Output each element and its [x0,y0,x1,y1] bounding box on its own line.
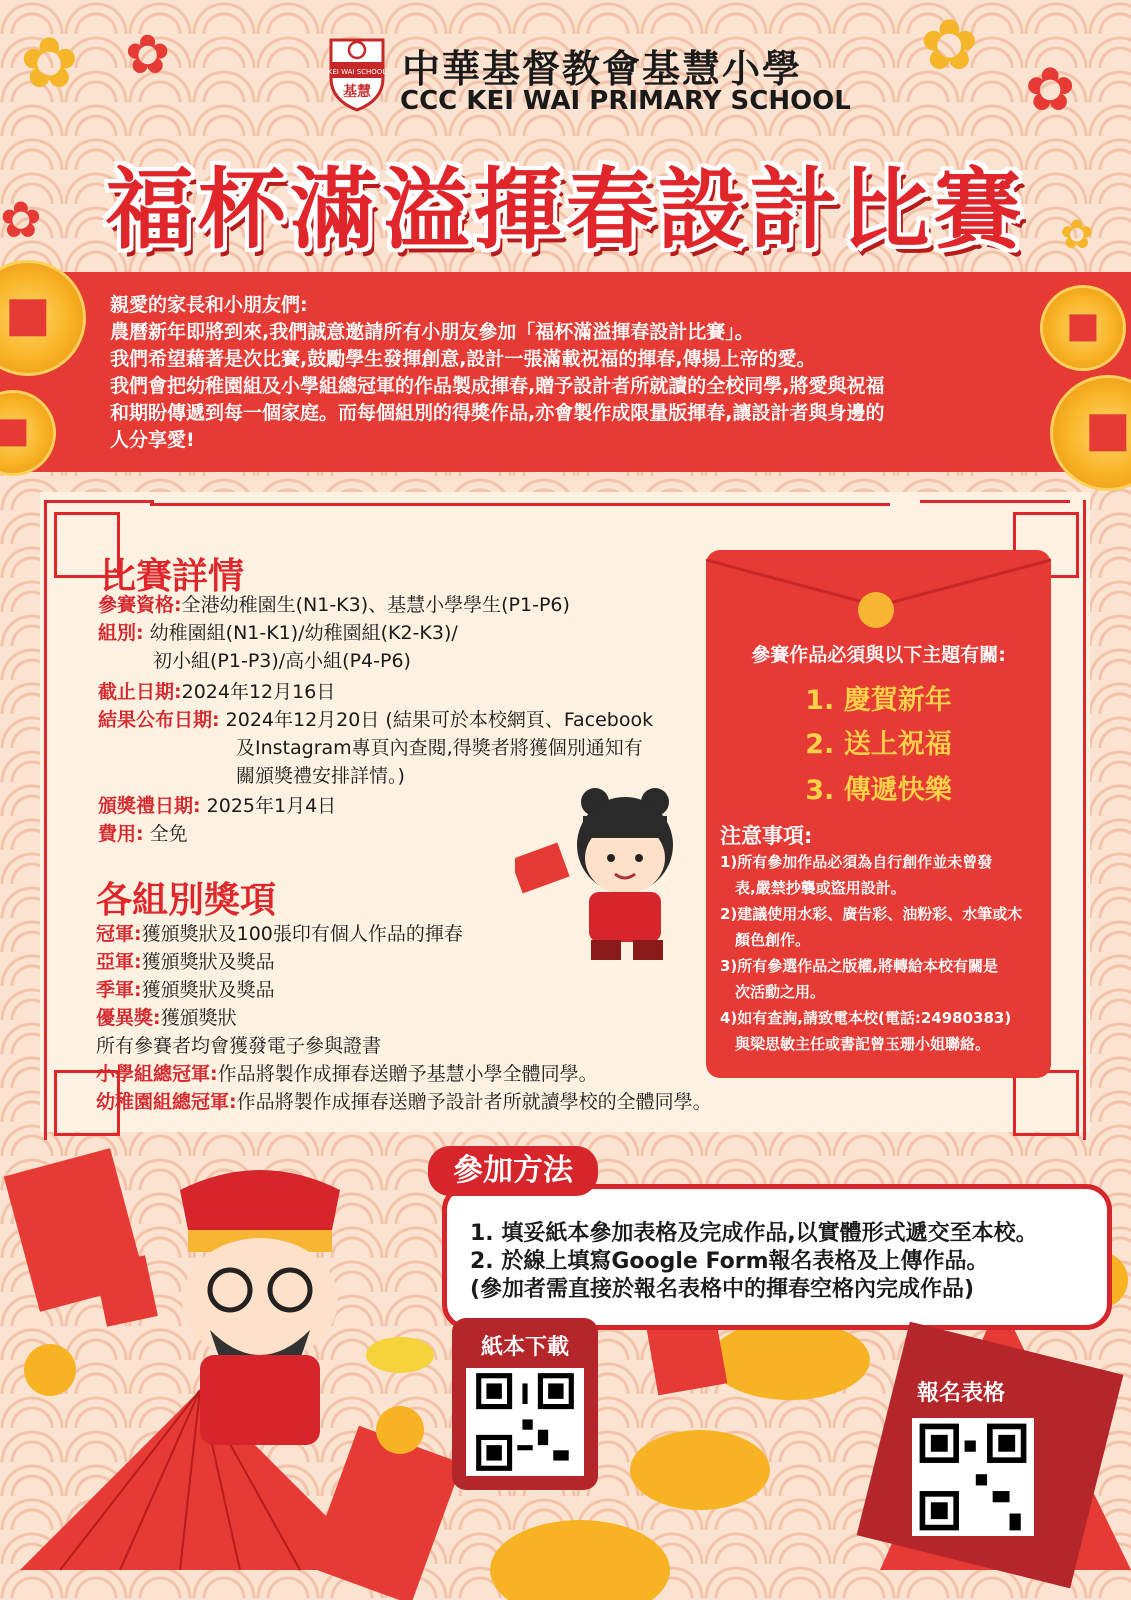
deadline-row [98,678,335,706]
flower-icon: ✿ [0,191,42,249]
result-value-2: 及Instagram專頁內查閱,得獎者將獲個別通知有 [236,737,643,759]
second-runner-value: 獲頒獎狀及獎品 [141,979,275,1001]
intro-line: 我們會把幼稚園組及小學組總冠軍的作品製成揮春,贈予設計者所就讀的全校同學,將愛與祝福 [110,375,885,397]
online-form-qr-code[interactable] [912,1418,1034,1536]
theme-item: 1. 慶賀新年 [805,685,952,716]
awards-title: 各組別獎項 [96,880,277,921]
note-line: 1)所有參加作品必須為自行創作並未曾發 [720,853,993,871]
online-form-caption: 報名表格 [916,1381,1005,1406]
qr-code-icon [912,1418,1034,1536]
kg-overall-row [96,1088,712,1116]
ceremony-label: 頒獎禮日期: [98,795,201,817]
groups-label: 組別: [98,622,144,644]
merit-label: 優異獎: [96,1007,161,1029]
merit-value: 獲頒獎狀 [160,1007,237,1029]
frame-line [920,500,1070,503]
primary-overall-value: 作品將製作成揮春送贈予基慧小學全體同學。 [217,1063,598,1085]
intro-line: 我們希望藉著是次比賽,鼓勵學生發揮創意,設計一張滿載祝福的揮春,傳揚上帝的愛。 [110,348,816,370]
frame-corner [1013,1070,1079,1136]
notes-title: 注意事項: [720,824,813,848]
envelope-seal-icon [858,592,894,628]
ceremony-value: 2025年1月4日 [206,795,337,817]
second-runner-label: 季軍: [96,979,142,1001]
second-runner-row [96,976,275,1004]
themes-heading: 參賽作品必須與以下主題有關: [751,644,1006,666]
note-line: 顏色創作。 [735,931,811,949]
note-line: 表,嚴禁抄襲或盜用設計。 [735,879,906,897]
merit-row [96,1004,237,1032]
result-label: 結果公布日期: [98,709,220,731]
participation-text: 所有參賽者均會獲發電子參與證書 [96,1035,382,1057]
primary-overall-label: 小學組總冠軍: [96,1063,218,1085]
fee-value: 全免 [149,823,188,845]
note-line: 2)建議使用水彩、廣告彩、油粉彩、水筆或木 [720,905,1023,923]
eligibility-label: 參賽資格: [98,594,182,616]
gold-coin-icon [1040,285,1126,371]
champion-value: 獲頒獎狀及100張印有個人作品的揮春 [141,923,463,945]
note-line: 3)所有參選作品之版權,將轉給本校有關是 [720,957,998,975]
details-title: 比賽詳情 [100,556,245,597]
eligibility-value: 全港幼稚園生(N1-K3)、基慧小學學生(P1-P6) [181,594,570,616]
girl-mascot-illustration [515,780,695,970]
groups-value: 幼稚園組(N1-K1)/幼稚園組(K2-K3)/ [149,622,458,644]
god-of-wealth-mascot [100,1150,440,1450]
school-name-cn: 中華基督教會基慧小學 [402,47,803,91]
intro-line: 農曆新年即將到來,我們誠意邀請所有小朋友參加「福杯滿溢揮春設計比賽」。 [110,321,754,343]
join-label: 參加方法 [428,1146,598,1196]
deadline-value: 2024年12月16日 [181,681,336,703]
join-step: 1. 填妥紙本參加表格及完成作品,以實體形式遞交至本校。 [470,1221,1038,1246]
theme-item: 3. 傳遞快樂 [805,775,952,806]
intro-line: 和期盼傳遞到每一個家庭。而每個組別的得獎作品,亦會製作成限量版揮春,讓設計者與身邊的 [110,402,885,424]
kg-overall-value: 作品將製作成揮春送贈予設計者所就讀學校的全體同學。 [236,1091,712,1113]
intro-line: 親愛的家長和小朋友們: [110,294,308,316]
qr-code-icon [466,1368,584,1476]
flower-icon: ✿ [20,22,79,104]
frame-line [44,500,154,503]
note-line: 次活動之用。 [735,983,826,1001]
primary-overall-row [96,1060,598,1088]
intro-text [110,292,1050,454]
result-value: 2024年12月20日 (結果可於本校網頁、Facebook [225,709,654,731]
frame-line [44,500,47,1140]
first-runner-label: 亞軍: [96,951,142,973]
result-value-3: 關頒獎禮安排詳情。) [236,765,405,787]
paper-download-caption: 紙本下載 [480,1335,569,1360]
note-line: 4)如有查詢,請致電本校(電話:24980383) [720,1009,1012,1027]
school-name-en: CCC KEI WAI PRIMARY SCHOOL [400,86,851,116]
groups-value-2: 初小組(P1-P3)/高小組(P4-P6) [153,650,411,672]
flower-icon: ✿ [125,23,171,86]
logo-text-top: KEI WAI SCHOOL [327,68,387,76]
note-line: 與梁思敏主任或書記曾玉珊小姐聯絡。 [735,1035,991,1053]
eligibility-row [98,591,570,619]
logo-text-main: 基慧 [343,84,371,100]
ceremony-row [98,792,336,820]
frame-line [1083,500,1086,1140]
page-title: 福杯滿溢揮春設計比賽 [105,158,1026,261]
first-runner-value: 獲頒獎狀及獎品 [141,951,275,973]
flower-icon: ✿ [1060,212,1094,258]
first-runner-row [96,948,275,976]
join-step: 2. 於線上填寫Google Form報名表格及上傳作品。 [470,1249,989,1274]
champion-label: 冠軍: [96,923,142,945]
fee-row [98,820,188,848]
school-logo [325,34,389,114]
flower-icon: ✿ [920,4,979,86]
paper-download-qr-code[interactable] [466,1368,584,1476]
groups-row [98,619,458,647]
intro-line: 人分享愛! [110,429,195,451]
champion-row [96,920,463,948]
deadline-label: 截止日期: [98,681,182,703]
frame-line [150,503,890,506]
theme-item: 2. 送上祝福 [805,729,952,760]
join-note: (參加者需直接於報名表格中的揮春空格內完成作品) [470,1277,975,1302]
kg-overall-label: 幼稚園組總冠軍: [96,1091,237,1113]
flower-icon: ✿ [1025,55,1076,125]
fee-label: 費用: [98,823,144,845]
result-row [98,706,653,734]
